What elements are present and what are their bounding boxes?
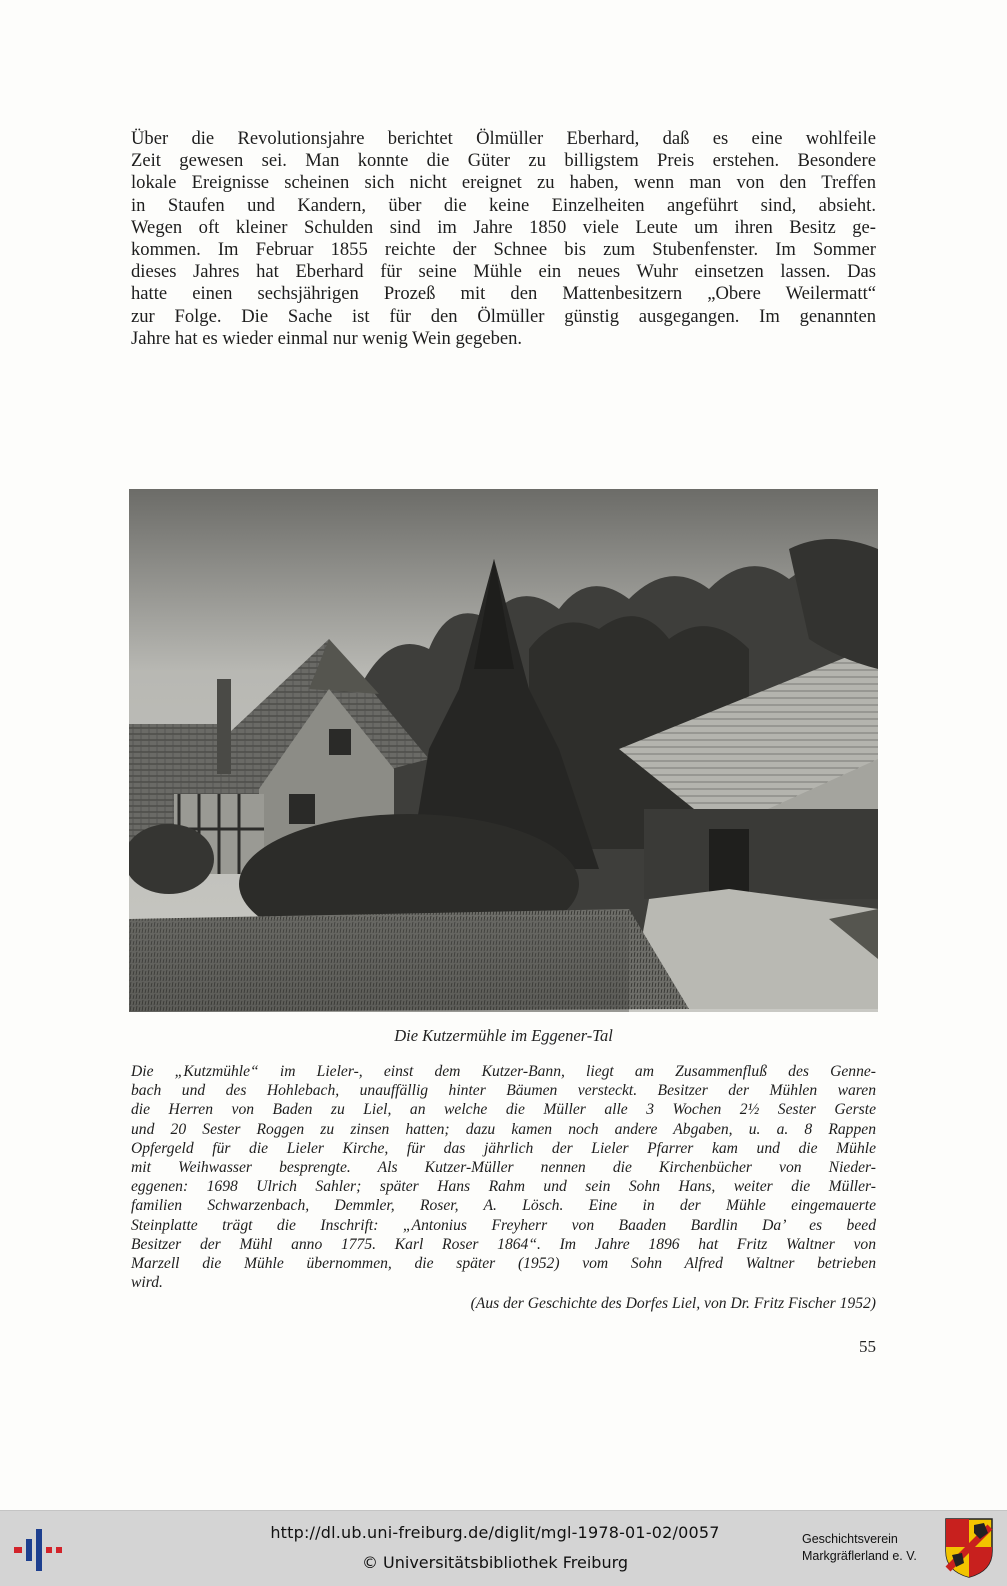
text-line: familien Schwarzenbach, Demmler, Roser, A. Lösch. Eine in der Mühle eingemauerte: [131, 1197, 876, 1215]
text-line: dieses Jahres hat Eberhard für seine Mühle ein neues Wuhr einsetzen lassen. Das: [131, 261, 876, 283]
society-name: [802, 1531, 942, 1565]
text-line: in Staufen und Kandern, über die keine Einzelheiten angeführt sind, absieht.: [131, 194, 876, 216]
text-line-last: wird.: [131, 1274, 163, 1292]
source-citation: (Aus der Geschichte des Dorfes Liel, von Dr. Fritz Fischer 1952): [470, 1295, 876, 1312]
text-line: Marzell die Mühle übernommen, die später (1952) vom Sohn Alfred Waltner betrieben: [131, 1255, 876, 1273]
text-line: die Herren von Baden zu Liel, an welche die Müller alle 3 Wochen 2½ Sester Gerste: [131, 1101, 876, 1119]
text-line: Steinplatte trägt die Inschrift: „Antonius Freyherr von Baaden Bardlin Da’ es beed: [131, 1216, 876, 1234]
mill-photograph: [129, 489, 878, 1012]
text-line: mit Weihwasser besprengte. Als Kutzer-Müller nennen die Kirchenbücher von Nieder-: [131, 1159, 876, 1177]
text-line: Besitzer der Mühl anno 1775. Karl Roser 1864“. Im Jahre 1896 hat Fritz Waltner von: [131, 1235, 876, 1253]
page-number: 55: [859, 1337, 876, 1356]
text-line: Wegen oft kleiner Schulden sind im Jahre 1850 viele Leute um ihren Besitz ge-: [131, 216, 876, 238]
text-line: Über die Revolutionsjahre berichtet Ölmüller Eberhard, daß es eine wohlfeile: [131, 128, 876, 149]
viewer-footer: [0, 1510, 1007, 1586]
coat-of-arms-icon[interactable]: [944, 1517, 994, 1579]
text-line: bach und des Hohlebach, unauffällig hinter Bäumen versteckt. Besitzer der Mühlen waren: [131, 1082, 876, 1100]
text-line: zur Folge. Die Sache ist für den Ölmüller günstig ausgegangen. Im genannten: [131, 305, 876, 327]
text-line-last: Jahre hat es wieder einmal nur wenig Wein gegeben.: [131, 327, 523, 349]
document-url-link[interactable]: http://dl.ub.uni-freiburg.de/diglit/mgl-1978-01-02/0057: [270, 1523, 720, 1542]
text-line: eggenen: 1698 Ulrich Sahler; später Hans Rahm und sein Sohn Hans, weiter die Müller-: [131, 1178, 876, 1196]
text-line: Die „Kutzmühle“ im Lieler-, einst dem Kutzer-Bann, liegt am Zusammenfluß des Genne-: [131, 1063, 876, 1080]
text-line: und 20 Sester Roggen zu zinsen hatten; dazu kamen noch andere Abgaben, u. a. 8 Rappen: [131, 1120, 876, 1138]
text-line: Opfergeld für die Lieler Kirche, für das jährlich der Lieler Pfarrer kam und die Mühle: [131, 1139, 876, 1157]
body-paragraph: [131, 128, 876, 350]
copyright-notice: © Universitätsbibliothek Freiburg: [361, 1553, 629, 1572]
society-name-line: Markgräflerland e. V.: [802, 1549, 917, 1563]
text-line: Zeit gewesen sei. Man konnte die Güter zu billigstem Preis erstehen. Besondere: [131, 150, 876, 172]
mill-photo-image: [129, 489, 878, 1012]
society-name-line: Geschichtsverein: [802, 1532, 898, 1546]
text-line: lokale Ereignisse scheinen sich nicht ereignet zu haben, wenn man von den Treffen: [131, 172, 876, 194]
ub-freiburg-logo-icon[interactable]: [12, 1525, 64, 1573]
description-paragraph: [131, 1062, 876, 1292]
photo-caption: Die Kutzermühle im Eggener-Tal: [394, 1026, 613, 1045]
text-line: hatte einen sechsjährigen Prozeß mit den Mattenbesitzern „Obere Weilermatt“: [131, 283, 876, 305]
text-line: kommen. Im Februar 1855 reichte der Schnee bis zum Stubenfenster. Im Sommer: [131, 239, 876, 261]
